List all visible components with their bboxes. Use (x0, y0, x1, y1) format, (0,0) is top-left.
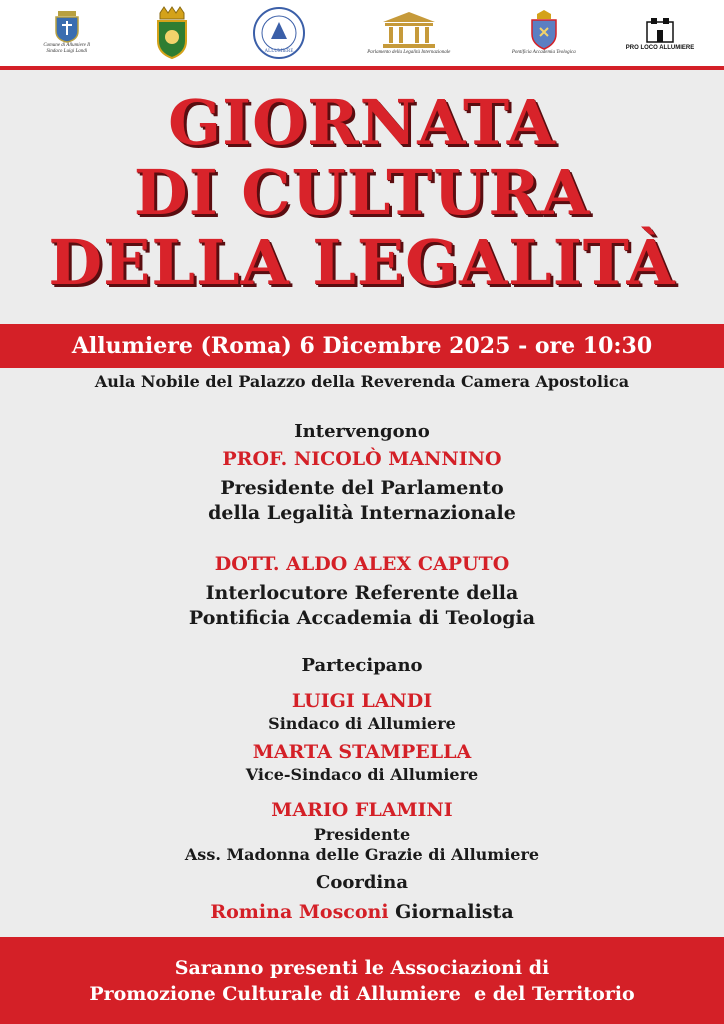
participant-3 (0, 797, 724, 865)
participants-section (0, 654, 724, 678)
participant-role: Ass. Madonna delle Grazie di Allumiere (184, 845, 540, 864)
logo-pontificia-caption: Pontificia Accademia Teologica (511, 50, 576, 55)
coordinator-label: Coordina (316, 872, 408, 893)
logo-strip (0, 0, 724, 66)
crest-crown-icon (154, 7, 190, 59)
comune-shield-icon (54, 11, 80, 43)
pro-loco-icon (626, 16, 695, 51)
logo-proloco (626, 3, 695, 63)
logo-seal (252, 3, 306, 63)
speaker-role: Pontificia Accademia di Teologia (188, 607, 536, 629)
round-seal-icon (252, 6, 306, 60)
speaker-role: Presidente del Parlamento (220, 477, 504, 499)
date-band (0, 324, 724, 368)
logo-comune-caption: Comune di Allumiere Il Sindaco Luigi Landi (43, 43, 91, 54)
title-line-2: DI CULTURA (133, 156, 591, 229)
speaker-role: Interlocutore Referente della (205, 582, 519, 604)
speakers-label: Intervengono (294, 421, 430, 442)
logo-crest (154, 3, 190, 63)
coordinator-role: Giornalista (395, 901, 514, 923)
logo-proloco-caption: PRO LOCO ALLUMIERE (626, 45, 695, 51)
participants-label: Partecipano (301, 655, 423, 676)
speaker-name: DOTT. ALDO ALEX CAPUTO (214, 553, 510, 575)
coordinator-name: Romina Mosconi (210, 901, 389, 923)
logo-comune (41, 3, 93, 63)
coordinator-section (0, 871, 724, 925)
logo-pontificia (512, 3, 576, 63)
footer-line-2: Promozione Culturale di Allumiere e del Territorio (89, 982, 635, 1005)
logo-parlamento-caption: Parlamento della Legalità Internazionale (367, 50, 451, 55)
top-divider (0, 66, 724, 70)
participant-name: LUIGI LANDI (291, 690, 433, 712)
logo-seal-caption: ALLUMIERE (264, 49, 294, 54)
event-date: Allumiere (Roma) 6 Dicembre 2025 - ore 10:30 (71, 333, 653, 359)
participant-1 (0, 688, 724, 734)
participant-name: MARTA STAMPELLA (252, 741, 472, 763)
logo-parlamento (367, 3, 450, 63)
footer-band (0, 937, 724, 1024)
temple-icon (379, 10, 439, 50)
participant-role: Sindaco di Allumiere (268, 714, 456, 733)
speaker-2 (0, 551, 724, 631)
participant-role: Vice-Sindaco di Allumiere (245, 765, 479, 784)
speakers-section (0, 420, 724, 526)
participant-role: Presidente (313, 825, 411, 844)
participant-name: MARIO FLAMINI (271, 799, 453, 821)
coordinator-line (0, 899, 724, 925)
event-venue: Aula Nobile del Palazzo della Reverenda Camera Apostolica (94, 372, 630, 391)
speaker-role: della Legalità Internazionale (208, 502, 516, 524)
participant-2 (0, 739, 724, 785)
main-title (0, 88, 724, 298)
title-line-3: DELLA LEGALITÀ (48, 226, 676, 299)
footer-line-1: Saranno presenti le Associazioni di (174, 956, 550, 979)
title-line-1: GIORNATA (168, 86, 556, 159)
speaker-name: PROF. NICOLÒ MANNINO (222, 448, 502, 470)
pontifical-crest-icon (527, 10, 561, 50)
